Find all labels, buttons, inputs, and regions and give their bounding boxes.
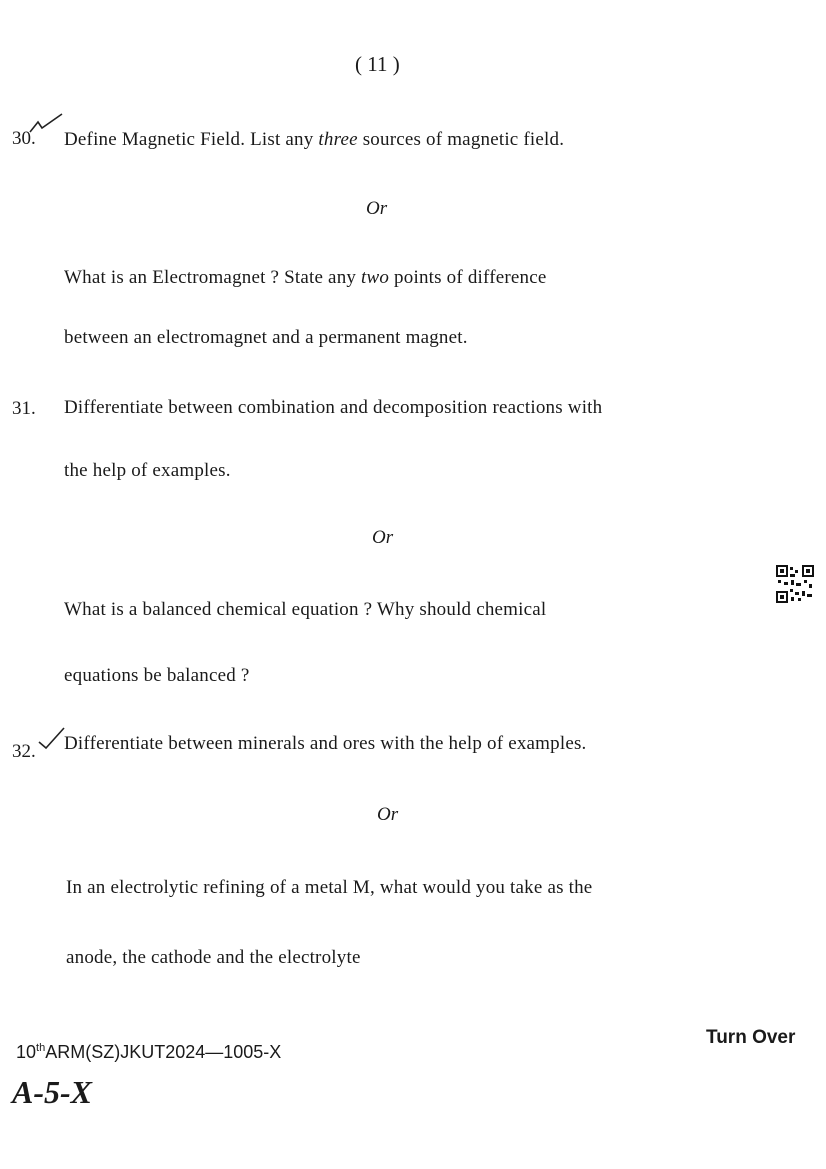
or-label-31: Or bbox=[372, 527, 394, 548]
or-label-32: Or bbox=[377, 804, 399, 825]
question-30-alt-line1: What is an Electromagnet ? State any two points of difference bbox=[64, 267, 547, 288]
question-31-alt-line1: What is a balanced chemical equation ? Why should chemical bbox=[64, 599, 547, 620]
qr-code-icon bbox=[776, 565, 814, 603]
tick-mark-icon bbox=[28, 110, 66, 138]
question-31-line2: the help of examples. bbox=[64, 460, 231, 481]
page-number: ( 11 ) bbox=[355, 52, 400, 76]
question-number-32: 32. bbox=[12, 741, 36, 762]
question-31-line1: Differentiate between combination and decomposition reactions with bbox=[64, 397, 603, 418]
turn-over-label: Turn Over bbox=[706, 1027, 796, 1048]
question-32-line1: Differentiate between minerals and ores with the help of examples. bbox=[64, 733, 587, 754]
question-30-alt-line2: between an electromagnet and a permanent magnet. bbox=[64, 327, 468, 348]
paper-code: 10thARM(SZ)JKUT2024—1005-X bbox=[16, 1042, 282, 1062]
question-number-31: 31. bbox=[12, 398, 36, 419]
question-30-text: Define Magnetic Field. List any three sources of magnetic field. bbox=[64, 129, 565, 150]
or-label-30: Or bbox=[366, 198, 388, 219]
question-31-alt-line2: equations be balanced ? bbox=[64, 665, 250, 686]
question-32-alt-line1: In an electrolytic refining of a metal M, what would you take as the bbox=[66, 877, 593, 898]
question-32-alt-line2: anode, the cathode and the electrolyte bbox=[66, 947, 361, 968]
question-number-30: 30. bbox=[12, 128, 36, 149]
series-label: A-5-X bbox=[12, 1074, 92, 1110]
